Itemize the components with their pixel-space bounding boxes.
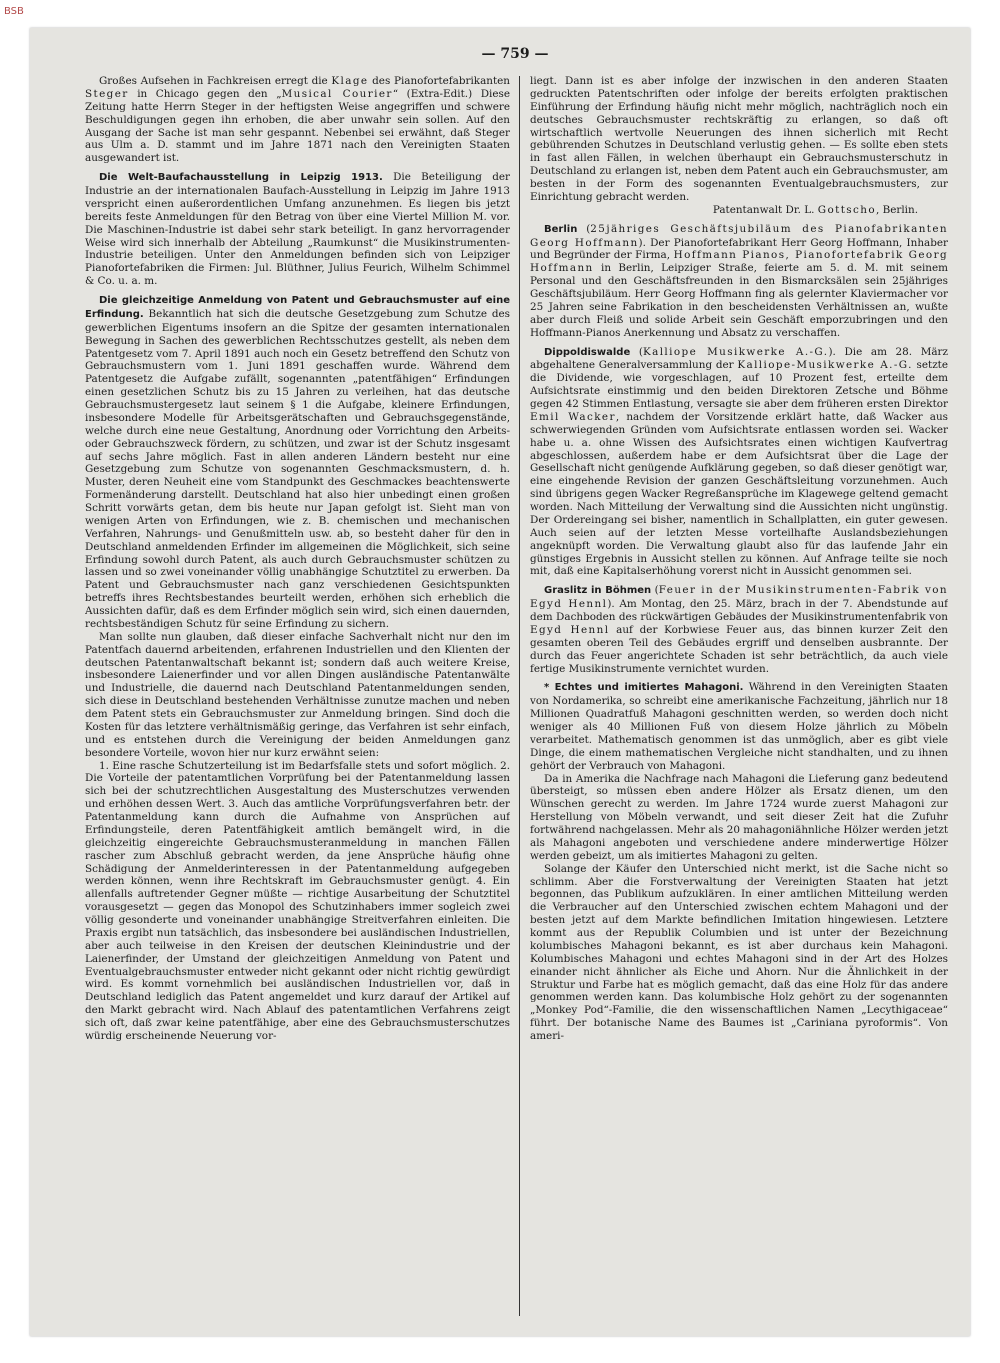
article-graslitz-fire: Graslitz in Böhmen (Feuer in der Musikinstrumenten-Fabrik von Egyd Hennl). Am Montag, den 25. März, brach in der 7. Abendstunde auf dem Dachboden des rückwärtigen Gebäudes der Musikinstrumentenfabrik von Egyd Hennl auf der Korbwiese Feuer aus, das binnen kurzer Zeit den gesamten oberen Teil des Gebäudes ergriff und denselben ausbrannte. Der durch das Feuer angerichtete Schaden ist sehr beträchtlich, da auch viele fertige Musikinstrumente vernichtet wurden. [530, 584, 948, 675]
page-number: — 759 — [481, 46, 549, 62]
article-heading: * Echtes und imitiertes Mahagoni. [544, 682, 744, 694]
article-paragraph: Man sollte nun glauben, daß dieser einfache Sachverhalt nicht nur den im Patentfach dauernd arbeitenden, erfahrenen Industriellen und den Klienten der deutschen Patentanwaltschaft bekannt ist; sondern daß auch weitere Kreise, insbesondere Laienerfinder und vor allen Dingen ausländische Patentanwälte und Industrielle, die dauernd nach Deutschland Patentanmeldungen senden, sich diese in Deutschland bestehenden Verhältnisse zunutze machen und neben dem Patent stets ein Gebrauchsmuster zur Anmeldung bringen. Sind doch die Kosten für das letztere verhältnismäßig geringe, das Verfahren ist sehr einfach, und es entstehen durch die Vereinigung der beiden Anmeldungen ganz besondere Vorteile, wovon hier nur kurz erwähnt seien: [85, 630, 510, 759]
article-continuation: liegt. Dann ist es aber infolge der inzwischen in den anderen Staaten gedruckten Patentschriften oder infolge der bereits erfolgten praktischen Einführung der Erfindung häufig nicht mehr möglich, nachträglich noch ein deutsches Gebrauchsmuster rechtskräftig zu erlangen, so daß oft wirtschaftlich wertvolle Neuerungen des ihnen sicherlich mit Recht gebührenden Schutzes in Deutschland verlustig gehen. — Es sollte eben stets in fast allen Fällen, in welchen überhaupt ein Gebrauchsmusterschutz in Deutschland zu erlangen ist, neben dem Patent auch ein Gebrauchsmuster, am besten in der Form des sogenannten Eventualgebrauchsmusters, zur Einrichtung gebracht werden. [530, 75, 948, 203]
article-heading: Dippoldiswalde [544, 346, 631, 358]
newspaper-page [30, 28, 970, 1336]
article-mahagoni: * Echtes und imitiertes Mahagoni. Während in den Vereinigten Staaten von Nordamerika, so schreibt eine amerikanische Fachzeitung, jährlich nur 18 Millionen Quadratfuß Mahagoni geschnitten werden, so werden doch nicht weniger als 40 Millionen Fuß von diesem Holze jährlich zu Möbeln verarbeitet. Mathematisch genommen ist das unmöglich, aber es gibt viele Dinge, die einem mathematischen Vergleiche nicht standhalten, und zu ihnen gehört der Verbrauch von Mahagoni. [530, 681, 948, 772]
article-paragraph: Solange der Käufer den Unterschied nicht merkt, ist die Sache nicht so schlimm. Aber die Forstverwaltung der Vereinigten Staaten hat jetzt begonnen, das Publikum aufzuklären. In einer amtlichen Mitteilung werden die Verbraucher auf den Unterschied zwischen echtem Mahagoni und der besten jetzt auf dem Markte befindlichen Imitation hingewiesen. Letztere kommt aus der Republik Columbien und ist unter der Bezeichnung kolumbisches Mahagoni bekannt, es ist aber durchaus kein Mahagoni. Kolumbisches Mahagoni und echtes Mahagoni sind in der Art des Holzes einander nicht ähnlicher als Eiche und Ahorn. Nur die Ähnlichkeit in der Struktur und Farbe hat es möglich gemacht, daß das eine Holz für das andere genommen werden kann. Das kolumbische Holz gehört zu der sogenannten „Monkey Pod“-Familie, die den wissenschaftlichen Namen „Lecythigaceae“ führt. Der botanische Name des Baumes ist „Cariniana pyroformis“. Von ameri- [530, 862, 948, 1042]
article-heading: Graslitz in Böhmen [544, 585, 652, 597]
left-column [85, 75, 510, 1320]
article-steger-lawsuit: Großes Aufsehen in Fachkreisen erregt die Klage des Pianofortefabrikanten Steger in Chicago gegen den „Musical Courier“ (Extra-Edit.) Diese Zeitung hatte Herrn Steger in der heftigsten Weise angegriffen und schwere Beschuldigungen gegen ihn erhoben, die aber unwahr sein sollen. Auf den Ausgang der Sache ist man sehr gespannt. Nebenbei sei erwähnt, daß Steger aus Ulm a. D. stammt und im Jahre 1871 nach den Vereinigten Staaten ausgewandert ist. [85, 75, 510, 165]
article-paragraph: 1. Eine rasche Schutzerteilung ist im Bedarfsfalle stets und sofort möglich. 2. Die Vorteile der patentamtlichen Vorprüfung bei der Patentanmeldung lassen sich bei der schutzrechtlichen Ausgestaltung des Musterschutzes verwenden und erhöhen dessen Wert. 3. Auch das amtliche Vorprüfungsverfahren betr. der Patentanmeldung kann durch die Aufnahme von Ansprüchen auf Erfindungsteile, deren Patentfähigkeit amtlich bemängelt wird, in die gleichzeitig eingereichte Gebrauchsmusteranmeldung in manchen Fällen rascher zum Abschluß gebracht werden, da jene Ansprüche häufig ohne Schädigung der Anmelderinteressen in der Patentanmeldung aufgegeben werden können, wenn ihre Rechtskraft im Gebrauchsmuster genügt. 4. Ein allenfalls auftretender Gegner müßte — richtige Ausarbeitung der Schutztitel vorausgesetzt — gegen das Monopol des Schutzinhabers immer sogleich zwei völlig gesonderte und voneinander unabhängige Streitverfahren einleiten. Die Praxis ergibt nun tatsächlich, das insbesondere bei ausländischen Industriellen, aber auch teilweise in den Kreisen der deutschen Kleinindustrie und der Laienerfinder, der Umstand der gleichzeitigen Anmeldung von Patent und Eventualgebrauchsmuster entweder nicht gekannt oder nicht richtig gewürdigt wird. Es kommt vornehmlich bei ausländischen Industriellen vor, daß in Deutschland lediglich das Patent angemeldet und kurz darauf der Artikel auf den Markt gebracht wird. Nach Ablauf des patentamtlichen Verfahrens zeigt sich oft, daß zwar keine patentfähige, aber eine des Gebrauchsmusterschutzes würdig erscheinende Neuerung vor- [85, 759, 510, 1042]
article-heading: Berlin [544, 223, 578, 235]
library-watermark: BSB [4, 6, 24, 17]
column-divider [519, 76, 520, 1316]
article-heading: Die Welt-Baufachausstellung in Leipzig 1913. [99, 172, 383, 184]
article-heading: Die gleichzeitige Anmeldung von Patent und Gebrauchsmuster auf eine Erfindung. [85, 295, 510, 320]
author-signature: Patentanwalt Dr. L. Gottscho, Berlin. [712, 203, 918, 216]
article-patent-gebrauchsmuster: Die gleichzeitige Anmeldung von Patent und Gebrauchsmuster auf eine Erfindung. Bekanntlich hat sich die deutsche Gesetzgebung zum Schutze des gewerblichen Eigentums insofern an die Spitze der gesamten internationalen Bewegung in Sachen des gewerblichen Rechtsschutzes gestellt, als neben dem Patentgesetz vom 7. April 1891 auch noch ein Gesetz betreffend den Schutz von Gebrauchsmustern vom 1. Juni 1891 geschaffen wurde. Während dem Patentgesetz die Aufgabe zufällt, sogenannten „patentfähigen“ Erfindungen einen gesetzlichen Schutz bis zu 15 Jahren zu verleihen, hat das deutsche Gebrauchsmustergesetz laut seinem § 1 die Aufgabe, kleinere Erfindungen, insbesondere Modelle für Arbeitsgerätschaften und Gebrauchsgegenstände, welche durch eine neue Gestaltung, Anordnung oder Vorrichtung den Arbeits- oder Gebrauchszweck fördern, zu schützen, und zwar ist der Schutz insgesamt auf sechs Jahre möglich. Fast in allen anderen Ländern besteht nur eine Gesetzgebung zum Schutze von sogenannten Geschmacksmustern, d. h. Muster, deren Neuheit eine vom Standpunkt des Geschmackes beachtenswerte Formenänderung darstellt. Deutschland hat also hier unbedingt einen großen Schritt vorwärts getan, dem bis heute nur Japan gefolgt ist. Sieht man von wenigen Arten von Erfindungen, wie z. B. chemischen und mechanischen Verfahren, Nahrungs- und Genußmitteln usw. ab, so besteht daher für den in Deutschland anmeldenden Erfinder im allgemeinen die Möglichkeit, sich seine Erfindung sowohl durch Patent, als auch durch Gebrauchsmuster schützen zu lassen und so zwei voneinander völlig unabhängige Schutztitel zu erwerben. Da Patent und Gebrauchsmuster nach ganz verschiedenen Gesichtspunkten betreffs ihres Rechtsbestandes beurteilt werden, erhöhen sich erheblich die Aussichten dafür, daß es dem Erfinder möglich sein wird, sich einen dauernden, rechtsbeständigen Schutz für seine Erfindung zu sichern. [85, 295, 510, 630]
right-column [530, 75, 948, 1320]
article-dippoldiswalde-kalliope: Dippoldiswalde (Kalliope Musikwerke A.-G.). Die am 28. März abgehaltene Generalversammlung der Kalliope-Musikwerke A.-G. setzte die Dividende, wie vorgeschlagen, auf 10 Prozent fest, erteilte dem Aufsichtsrate einstimmig und den beiden Direktoren Zetsche und Böhme gegen 42 Stimmen Entlastung, versagte sie aber dem früheren ersten Direktor Emil Wacker, nachdem der Vorsitzende erklärt hatte, daß Wacker aus schwerwiegenden Gründen vom Aufsichtsrate entlassen worden sei. Wacker habe u. a. ohne Wissen des Aufsichtsrates einen wichtigen Kaufvertrag abgeschlossen, außerdem habe er dem Aufsichtsrat über die Lage der Gesellschaft nicht genügende Aufklärung gegeben, so daß dieser genötigt war, eine eingehende Revision der ganzen Geschäftsleitung vorzunehmen. Auch sind übrigens gegen Wacker Regreßansprüche im Klagewege geltend gemacht worden. Nach Mitteilung der Verwaltung sind die Aussichten nicht ungünstig. Der Ordereingang sei bisher, namentlich in Schallplatten, ein guter gewesen. Auch seien auf der letzten Messe vorteilhafte Auslandsbeziehungen angeknüpft worden. Die Verwaltung glaubt also für das laufende Jahr ein günstiges Ergebnis in Aussicht stellen zu können. Auf Anfrage teilte sie noch mit, daß eine Kapitalserhöhung vorerst nicht in Aussicht genommen sei. [530, 345, 948, 578]
article-berlin-hoffmann: Berlin (25jähriges Geschäftsjubiläum des Pianofabrikanten Georg Hoffmann). Der Pianofortefabrikant Herr Georg Hoffmann, Inhaber und Begründer der Firma, Hoffmann Pianos, Pianofortefabrik Georg Hoffmann in Berlin, Leipziger Straße, feierte am 5. d. M. mit seinem Personal und den Geschäftsfreunden in den Bismarcksälen sein 25jähriges Geschäftsjubiläum. Herr Georg Hoffmann fing als gelernter Klaviermacher vor 25 Jahren seine Fabrikation in den bescheidensten Verhältnissen an, wußte aber durch Fleiß und solide Arbeit sein Geschäft emporzubringen und den Hoffmann-Pianos Anerkennung und Absatz zu verschaffen. [530, 222, 948, 339]
article-paragraph: Da in Amerika die Nachfrage nach Mahagoni die Lieferung ganz bedeutend übersteigt, so müssen eben andere Hölzer als Ersatz dienen, um den Wünschen gerecht zu werden. Im Jahre 1724 wurde zuerst Mahagoni zur Herstellung von Möbeln verwandt, und seit dieser Zeit hat die Zufuhr fortwährend nachgelassen. Mehr als 20 mahagoniähnliche Hölzer werden jetzt als Mahagoni angeboten und verschiedene andere minderwertige Hölzer werden gebeizt, um als imitiertes Mahagoni zu gelten. [530, 772, 948, 862]
article-baufachausstellung: Die Welt-Baufachausstellung in Leipzig 1913. Die Beteiligung der Industrie an der internationalen Baufach-Ausstellung in Leipzig im Jahre 1913 verspricht einen außerordentlichen Umfang anzunehmen. Es liegen bis jetzt bereits feste Anmeldungen für den Betrag von über eine Viertel Million M. vor. Die Maschinen-Industrie ist dabei sehr stark beteiligt. In ganz hervorragender Weise wird sich innerhalb der Abteilung „Raumkunst“ die Musikinstrumenten-Industrie beteiligen. Unter den Anmeldungen befinden sich von Leipziger Pianofortefabriken die Firmen: Jul. Blüthner, Julius Feurich, Wilhelm Schimmel & Co. u. a. m. [85, 171, 510, 288]
